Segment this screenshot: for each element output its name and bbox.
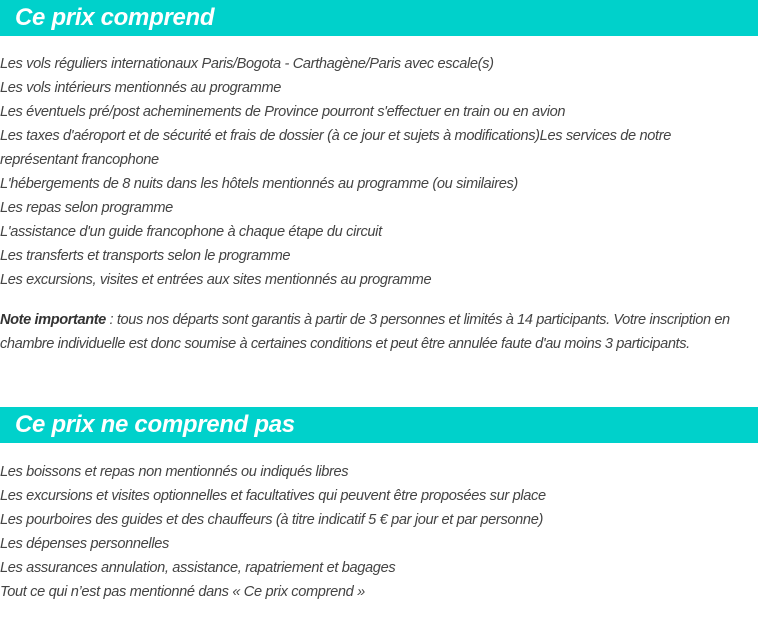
list-item: Les vols réguliers internationaux Paris/Bogota - Carthagène/Paris avec escale(s)	[0, 56, 494, 72]
note-label: Note importante	[0, 312, 106, 328]
list-item: Les taxes d'aéroport et de sécurité et frais de dossier (à ce jour et sujets à modifications)Les services de notre représentant francophone	[0, 128, 672, 168]
price-excludes-section	[0, 407, 758, 604]
list-item: Les vols intérieurs mentionnés au programme	[0, 80, 282, 96]
list-item: L'hébergements de 8 nuits dans les hôtels mentionnés au programme (ou similaires)	[0, 176, 518, 192]
list-item: Les repas selon programme	[0, 200, 173, 216]
list-item: Les transferts et transports selon le programme	[0, 248, 291, 264]
list-item: Les assurances annulation, assistance, rapatriement et bagages	[0, 560, 396, 576]
note-text: : tous nos départs sont garantis à partir de 3 personnes et limités à 14 participants. Votre inscription en chambre individuelle est donc soumise à certaines conditions et peut être annulée faute d'au moins 3 participants.	[0, 312, 730, 352]
excluded-list	[0, 460, 758, 604]
list-item: L'assistance d'un guide francophone à chaque étape du circuit	[0, 224, 382, 240]
section-title: Ce prix comprend	[15, 4, 215, 31]
list-item: Tout ce qui n’est pas mentionné dans « Ce prix comprend »	[0, 584, 365, 600]
list-item: Les dépenses personnelles	[0, 536, 169, 552]
list-item: Les pourboires des guides et des chauffeurs (à titre indicatif 5 € par jour et par personne)	[0, 512, 543, 528]
section-header-band	[0, 0, 758, 36]
included-list	[0, 52, 758, 292]
list-item: Les excursions, visites et entrées aux sites mentionnés au programme	[0, 272, 432, 288]
list-item: Les excursions et visites optionnelles et facultatives qui peuvent être proposées sur place	[0, 488, 546, 504]
section-title: Ce prix ne comprend pas	[15, 411, 295, 438]
important-note	[0, 308, 758, 356]
list-item: Les boissons et repas non mentionnés ou indiqués libres	[0, 464, 349, 480]
section-header-band	[0, 407, 758, 443]
list-item: Les éventuels pré/post acheminements de Province pourront s'effectuer en train ou en avion	[0, 104, 566, 120]
